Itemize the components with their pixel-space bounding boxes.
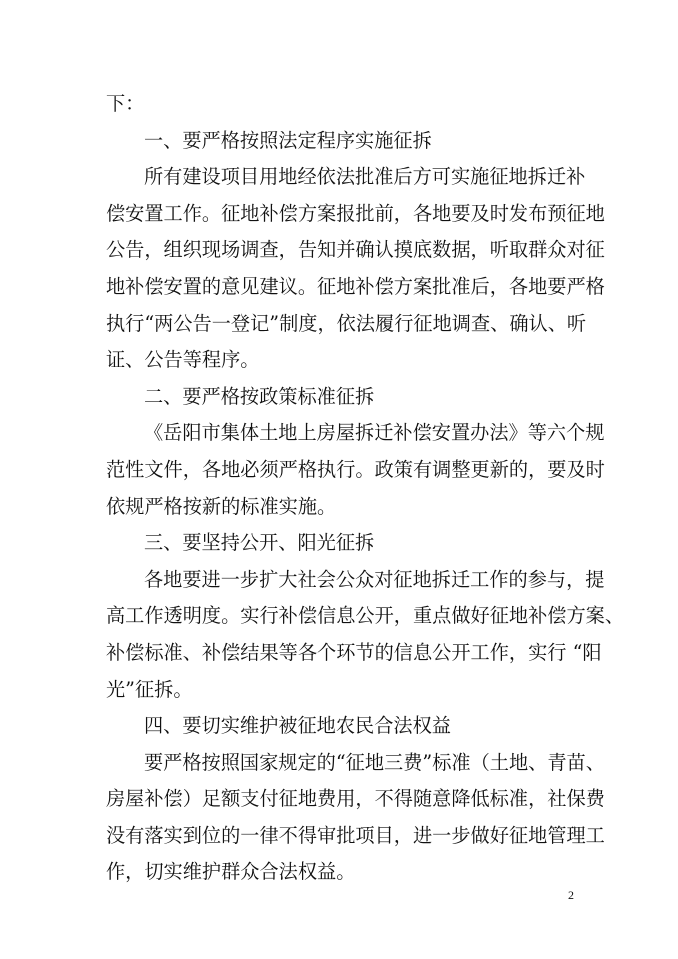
heading-text: 三、要坚持公开、阳光征拆 (144, 531, 375, 555)
text-line: 公告，组织现场调查，告知并确认摸底数据，听取群众对征 (106, 238, 605, 262)
text-line: 《岳阳市集体土地上房屋拆迁补偿安置办法》等六个规 (144, 421, 605, 445)
text-line: 执行“两公告一登记”制度，依法履行征地调查、确认、听 (106, 311, 587, 335)
text-line: 高工作透明度。实行补偿信息公开，重点做好征地补偿方案、 (106, 604, 625, 628)
paragraph-continuation (106, 86, 584, 123)
heading-text: 一、要严格按照法定程序实施征拆 (144, 128, 432, 152)
section-heading-3 (106, 525, 584, 562)
text-line: 依规严格按新的标准实施。 (106, 494, 337, 518)
text-line: 地补偿安置的意见建议。征地补偿方案批准后，各地要严格 (106, 274, 605, 298)
text-line: 房屋补偿）足额支付征地费用，不得随意降低标准，社保费 (106, 787, 605, 811)
paragraph-3 (106, 562, 625, 708)
text-line: 偿安置工作。征地补偿方案报批前，各地要及时发布预征地 (106, 201, 605, 225)
text-line: 各地要进一步扩大社会公众对征地拆迁工作的参与，提 (144, 567, 605, 591)
paragraph-2 (106, 415, 605, 525)
text-line: 没有落实到位的一律不得审批项目，进一步做好征地管理工 (106, 823, 605, 847)
document-body (106, 86, 625, 891)
section-heading-1 (106, 123, 584, 160)
text-line: 光”征拆。 (106, 677, 193, 701)
text-line: 范性文件，各地必须严格执行。政策有调整更新的，要及时 (106, 457, 605, 481)
section-heading-4 (106, 708, 584, 745)
paragraph-1 (106, 159, 605, 379)
heading-text: 二、要严格按政策标准征拆 (144, 384, 375, 408)
section-heading-2 (106, 379, 584, 416)
text-line: 要严格按照国家规定的“征地三费”标准（土地、青苗、 (144, 750, 605, 774)
text-line: 补偿标准、补偿结果等各个环节的信息公开工作，实行 “阳 (106, 640, 602, 664)
text-line: 证、公告等程序。 (106, 348, 260, 372)
page-number: 2 (568, 888, 574, 902)
paragraph-4 (106, 745, 605, 891)
heading-text: 四、要切实维护被征地农民合法权益 (144, 714, 451, 738)
text-line: 所有建设项目用地经依法批准后方可实施征地拆迁补 (144, 165, 586, 189)
text-line: 下： (106, 92, 145, 115)
text-line: 作，切实维护群众合法权益。 (106, 860, 356, 884)
